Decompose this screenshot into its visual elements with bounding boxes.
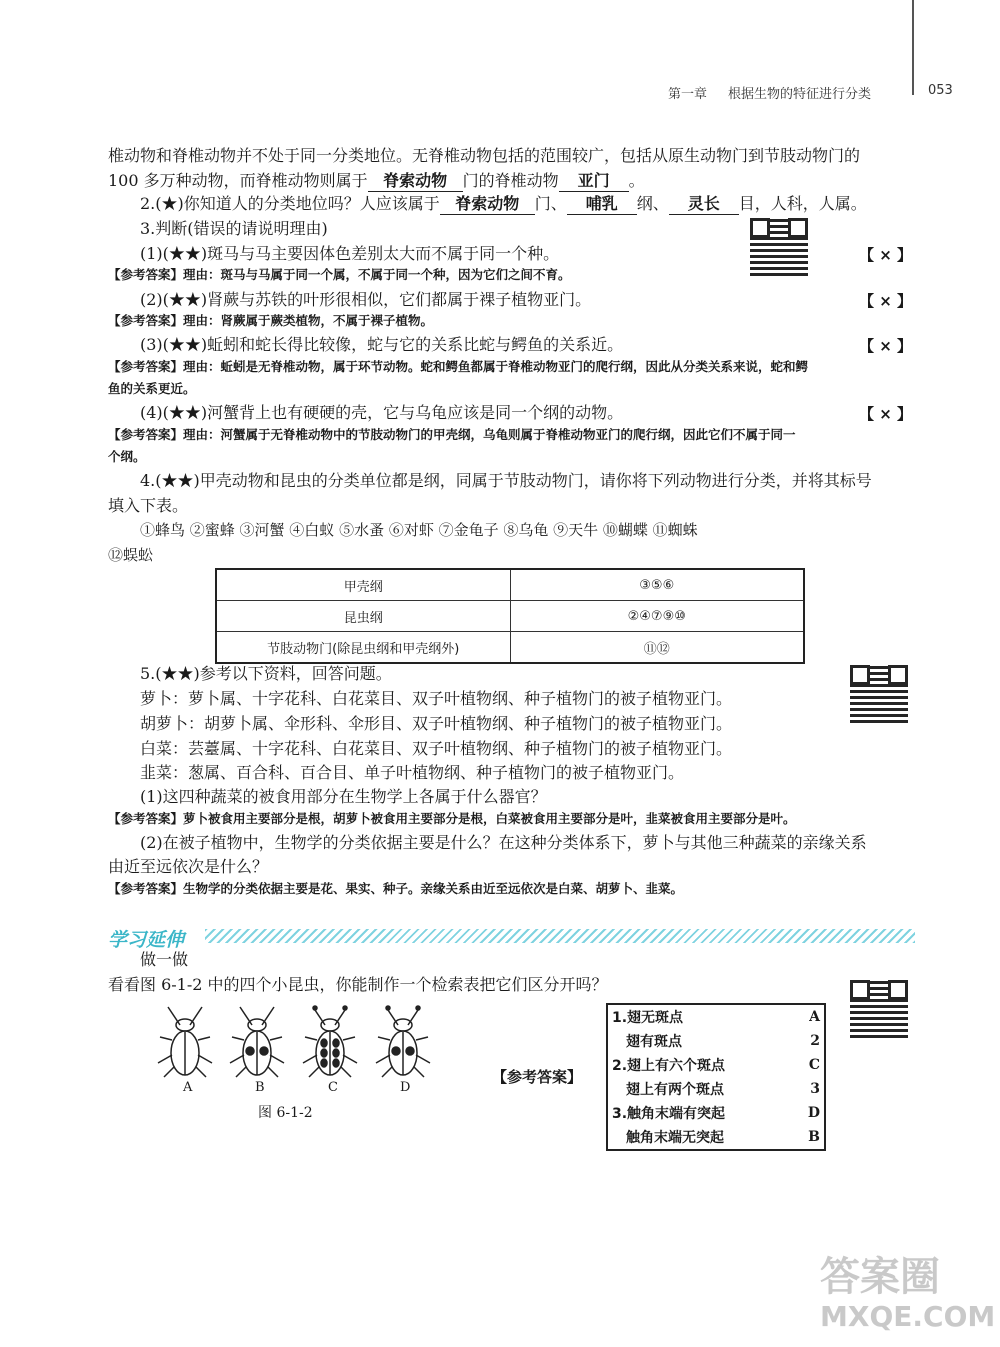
question-2: 2.(★)你知道人的分类地位吗？人应该属于 脊索动物 门、 哺乳 纲、 灵长 目，人科，人属。 bbox=[140, 194, 867, 213]
question-4: 4.(★★)甲壳动物和昆虫的分类单位都是纲，同属于节肢动物门，请你将下列动物进行分类，并将其标号 bbox=[140, 471, 872, 490]
blank-answer: 亚门 bbox=[559, 171, 629, 192]
page-number: 053 bbox=[928, 83, 953, 98]
subheading: 做一做 bbox=[140, 950, 189, 969]
table-row: 2.翅上有六个斑点 C bbox=[612, 1057, 820, 1074]
animal-list: ⑫蜈蚣 bbox=[108, 546, 154, 564]
table-row: 翅有斑点 2 bbox=[626, 1033, 820, 1050]
table-row: 甲壳纲 ③⑤⑥ bbox=[216, 569, 804, 601]
wrong-mark: 【 × 】 bbox=[858, 405, 912, 423]
classification-table bbox=[215, 568, 805, 664]
question-3-3: (3)(★★)蚯蚓和蛇长得比较像，蛇与它的关系比蛇与鳄鱼的关系近。 bbox=[140, 335, 624, 354]
qr-code[interactable] bbox=[850, 665, 908, 723]
answer: 【参考答案】理由：肾蕨属于蕨类植物，不属于裸子植物。 bbox=[108, 313, 434, 328]
wrong-mark: 【 × 】 bbox=[858, 292, 912, 310]
insect-b bbox=[230, 1007, 284, 1077]
insect-label: A bbox=[183, 1080, 193, 1095]
question-3-2: (2)(★★)肾蕨与苏铁的叶形很相似，它们都属于裸子植物亚门。 bbox=[140, 290, 592, 309]
answer: 【参考答案】理由：蚯蚓是无脊椎动物，属于环节动物。蛇和鳄鱼都属于脊椎动物亚门的爬行纲，因此从分类关系来说，蛇和鳄 bbox=[108, 359, 809, 374]
answer: 个纲。 bbox=[108, 449, 146, 464]
question-3-4: (4)(★★)河蟹背上也有硬硬的壳，它与乌龟应该是同一个纲的动物。 bbox=[140, 403, 624, 422]
reference-line: 萝卜：萝卜属、十字花科、白花菜目、双子叶植物纲、种子植物门的被子植物亚门。 bbox=[140, 689, 733, 708]
answer: 【参考答案】萝卜被食用主要部分是根，胡萝卜被食用主要部分是根，白菜被食用主要部分是叶，韭菜被食用主要部分是叶。 bbox=[108, 811, 796, 826]
question-3-1: (1)(★★)斑马与马主要因体色差别太大而不属于同一个种。 bbox=[140, 244, 560, 263]
blank-answer: 脊索动物 bbox=[368, 171, 463, 192]
answer: 【参考答案】理由：斑马与马属于同一个属，不属于同一个种，因为它们之间不育。 bbox=[108, 267, 571, 282]
question-5-1: (1)这四种蔬菜的被食用部分在生物学上各属于什么器官？ bbox=[140, 787, 547, 806]
section-divider bbox=[205, 929, 915, 943]
animal-list: ①蜂鸟 ②蜜蜂 ③河蟹 ④白蚁 ⑤水蚤 ⑥对虾 ⑦金龟子 ⑧乌龟 ⑨天牛 ⑩蝴蝶 ⑪蜘蛛 bbox=[140, 521, 698, 539]
reference-line: 韭菜：葱属、百合科、百合目、单子叶植物纲、种子植物门的被子植物亚门。 bbox=[140, 763, 685, 782]
answer: 【参考答案】理由：河蟹属于无脊椎动物中的节肢动物门的甲壳纲，乌龟则属于脊椎动物亚门的爬行纲，因此它们不属于同一 bbox=[108, 427, 796, 442]
chapter-title: 根据生物的特征进行分类 bbox=[728, 87, 872, 102]
wrong-mark: 【 × 】 bbox=[858, 337, 912, 355]
question-3: 3.判断(错误的请说明理由) bbox=[140, 219, 328, 238]
blank-answer: 哺乳 bbox=[567, 194, 637, 215]
blank-answer: 灵长 bbox=[669, 194, 739, 215]
insect-a bbox=[158, 1007, 212, 1077]
answer: 鱼的关系更近。 bbox=[108, 381, 196, 396]
answer: 【参考答案】生物学的分类依据主要是花、果实、种子。亲缘关系由近至远依次是白菜、胡萝卜、韭菜。 bbox=[108, 881, 684, 896]
insect-label: C bbox=[328, 1080, 338, 1095]
watermark-url: MXQE.COM bbox=[820, 1300, 996, 1333]
table-row: 1.翅无斑点 A bbox=[612, 1009, 820, 1026]
answer-label: 【参考答案】 bbox=[492, 1068, 583, 1086]
header-rule bbox=[912, 0, 914, 95]
wrong-mark: 【 × 】 bbox=[858, 246, 912, 264]
text-line: 椎动物和脊椎动物并不处于同一分类地位。无脊椎动物包括的范围较广，包括从原生动物门到节肢动物门的 bbox=[108, 146, 861, 165]
chapter-label: 第一章 bbox=[668, 87, 708, 102]
text-line: 100 多万种动物，而脊椎动物则属于 脊索动物 门的脊椎动物 亚门 。 bbox=[108, 171, 645, 190]
insect-d bbox=[376, 1006, 430, 1077]
table-row: 昆虫纲 ②④⑦⑨⑩ bbox=[216, 601, 804, 632]
figure-caption: 图 6-1-2 bbox=[258, 1105, 313, 1121]
table-row: 翅上有两个斑点 3 bbox=[626, 1081, 820, 1098]
insect-label: D bbox=[400, 1080, 411, 1095]
reference-line: 白菜：芸薹属、十字花科、白花菜目、双子叶植物纲、种子植物门的被子植物亚门。 bbox=[140, 739, 733, 758]
insect-figure bbox=[150, 1005, 440, 1080]
table-row: 触角末端无突起 B bbox=[626, 1129, 820, 1146]
qr-code[interactable] bbox=[850, 980, 908, 1038]
blank-answer: 脊索动物 bbox=[440, 194, 535, 215]
reference-line: 胡萝卜：胡萝卜属、伞形科、伞形目、双子叶植物纲、种子植物门的被子植物亚门。 bbox=[140, 714, 733, 733]
question-5: 5.(★★)参考以下资料，回答问题。 bbox=[140, 664, 392, 683]
table-row: 节肢动物门(除昆虫纲和甲壳纲外) ⑪⑫ bbox=[216, 632, 804, 664]
insect-label: B bbox=[255, 1080, 265, 1095]
question-5-2: (2)在被子植物中，生物学的分类依据主要是什么？在这种分类体系下，萝卜与其他三种蔬菜的亲缘关系 bbox=[140, 833, 867, 852]
section-title: 学习延伸 bbox=[108, 929, 185, 951]
dichotomous-key bbox=[606, 1003, 826, 1151]
text-line: 看看图 6-1-2 中的四个小昆虫，你能制作一个检索表把它们区分开吗？ bbox=[108, 975, 608, 994]
table-row: 3.触角末端有突起 D bbox=[612, 1105, 820, 1122]
watermark-logo: 答案圈 bbox=[820, 1254, 940, 1300]
text-line: 填入下表。 bbox=[108, 496, 189, 515]
insect-c bbox=[303, 1006, 357, 1077]
text-line: 由近至远依次是什么？ bbox=[108, 857, 269, 876]
qr-code[interactable] bbox=[750, 218, 808, 276]
